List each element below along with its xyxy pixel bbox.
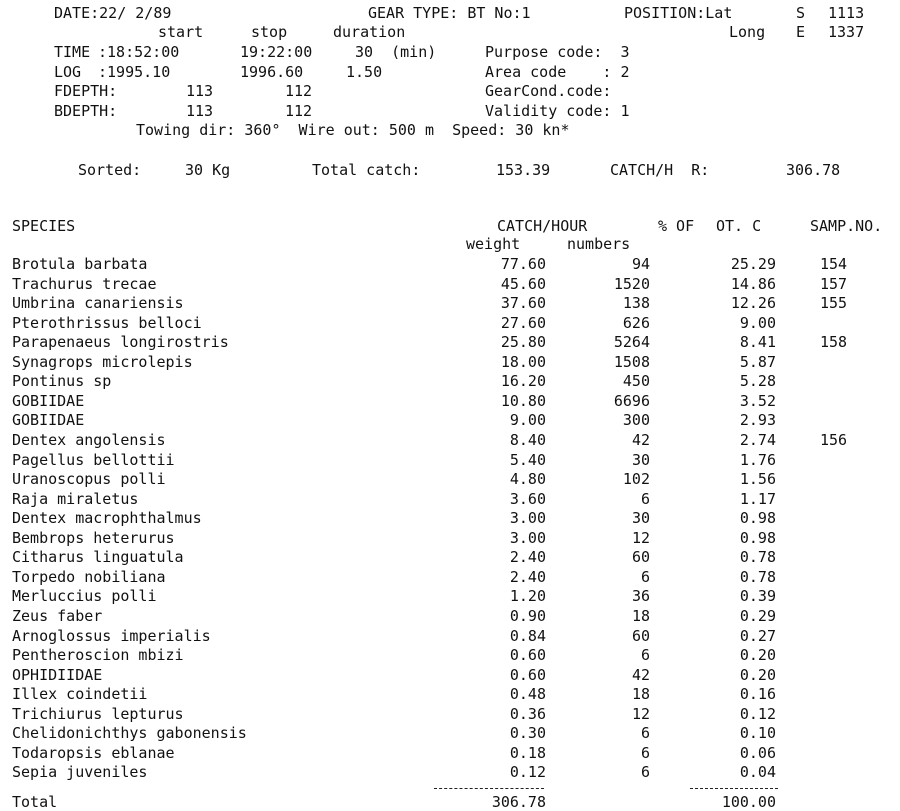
pct-total-catch: 0.20 bbox=[739, 646, 776, 664]
catch-weight: 2.40 bbox=[509, 548, 546, 567]
pct-total-catch: 0.16 bbox=[739, 685, 776, 704]
catch-numbers: 6 bbox=[640, 743, 650, 762]
catch-weight: 1.20 bbox=[509, 587, 546, 606]
total-catch-value: 153.39 bbox=[496, 161, 551, 179]
catch-weight: 0.60 bbox=[509, 646, 546, 664]
pct-total-catch: 0.98 bbox=[739, 509, 776, 528]
pct-total-catch: 8.41 bbox=[739, 333, 776, 352]
species-name: Dentex angolensis bbox=[12, 431, 166, 449]
pct-total-catch: 5.87 bbox=[739, 352, 776, 371]
pct-total-catch: 25.29 bbox=[730, 255, 776, 273]
species-name: Trichiurus lepturus bbox=[12, 704, 184, 723]
pct-total-catch: 0.06 bbox=[739, 743, 776, 762]
sub-numbers: numbers bbox=[567, 235, 631, 253]
pct-sum-rule bbox=[690, 788, 778, 789]
catch-weight: 4.80 bbox=[509, 470, 546, 489]
total-pct: 100.00 bbox=[721, 793, 776, 811]
species-name: Parapenaeus longirostris bbox=[12, 333, 229, 352]
sample-number: 158 bbox=[820, 333, 848, 352]
catch-numbers: 12 bbox=[631, 704, 650, 723]
col-stop: stop bbox=[251, 23, 288, 41]
towing-info: Towing dir: 360° Wire out: 500 m Speed: 30 kn* bbox=[136, 121, 570, 139]
log-label: LOG bbox=[54, 63, 82, 81]
pct-total-catch: 0.29 bbox=[739, 606, 776, 625]
pct-total-catch: 0.98 bbox=[739, 528, 776, 547]
pct-total-catch: 1.17 bbox=[739, 489, 776, 508]
catch-numbers: 60 bbox=[631, 548, 650, 567]
col-start: start bbox=[158, 23, 204, 41]
time-start: :18:52:00 bbox=[98, 43, 180, 61]
species-name: Merluccius polli bbox=[12, 587, 157, 606]
catch-weight: 27.60 bbox=[500, 313, 546, 332]
pct-total-catch: 0.39 bbox=[739, 587, 776, 606]
species-name: Chelidonichthys gabonensis bbox=[12, 724, 247, 743]
time-stop: 19:22:00 bbox=[240, 43, 313, 61]
species-name: Arnoglossus imperialis bbox=[12, 626, 211, 645]
species-name: Pagellus bellottii bbox=[12, 450, 175, 469]
sorted-label: Sorted: bbox=[78, 161, 142, 179]
position-label: POSITION:Lat bbox=[624, 4, 733, 22]
catch-numbers: 60 bbox=[631, 626, 650, 645]
catch-weight: 37.60 bbox=[500, 294, 546, 313]
species-name: Pontinus sp bbox=[12, 372, 112, 391]
catch-weight: 3.60 bbox=[509, 489, 546, 508]
catch-numbers: 626 bbox=[622, 313, 650, 332]
species-name: OPHIDIIDAE bbox=[12, 665, 103, 684]
catch-weight: 45.60 bbox=[500, 274, 546, 293]
pct-total-catch: 0.27 bbox=[739, 626, 776, 645]
sorted-value: 30 Kg bbox=[185, 161, 231, 179]
catch-numbers: 5264 bbox=[613, 333, 650, 352]
bdepth-start: 113 bbox=[186, 102, 214, 120]
log-duration: 1.50 bbox=[346, 63, 383, 81]
sample-number: 156 bbox=[820, 431, 848, 449]
pct-total-catch: 3.52 bbox=[739, 391, 776, 410]
catch-numbers: 18 bbox=[631, 606, 650, 625]
catch-weight: 10.80 bbox=[500, 391, 546, 410]
area-code: Area code : 2 bbox=[485, 63, 630, 81]
species-name: GOBIIDAE bbox=[12, 391, 85, 410]
fdepth-stop: 112 bbox=[285, 82, 313, 100]
species-name: Synagrops microlepis bbox=[12, 352, 193, 371]
catch-weight: 0.90 bbox=[509, 606, 546, 625]
catch-weight: 0.60 bbox=[509, 665, 546, 684]
catch-numbers: 6 bbox=[640, 646, 650, 664]
species-name: Illex coindetii bbox=[12, 685, 148, 704]
long-hemisphere: E bbox=[796, 23, 806, 41]
sample-number: 154 bbox=[820, 255, 848, 273]
species-name: Pterothrissus belloci bbox=[12, 313, 202, 332]
sub-weight: weight bbox=[466, 235, 521, 253]
catch-numbers: 94 bbox=[631, 255, 650, 273]
catch-numbers: 36 bbox=[631, 587, 650, 606]
col-species: SPECIES bbox=[12, 217, 76, 235]
long-label: Long bbox=[729, 23, 766, 41]
lat-hemisphere: S bbox=[796, 4, 806, 22]
pct-total-catch: 0.20 bbox=[739, 665, 776, 684]
catch-numbers: 30 bbox=[631, 450, 650, 469]
catch-numbers: 30 bbox=[631, 509, 650, 528]
catch-weight: 0.18 bbox=[509, 743, 546, 762]
purpose-code: Purpose code: 3 bbox=[485, 43, 630, 61]
date: DATE:22/ 2/89 bbox=[54, 4, 172, 22]
pct-total-catch: 1.56 bbox=[739, 470, 776, 489]
fdepth-label: FDEPTH: bbox=[54, 82, 118, 100]
total-catch-label: Total catch: bbox=[312, 161, 421, 179]
species-name: Brotula barbata bbox=[12, 255, 148, 273]
catch-numbers: 6 bbox=[640, 724, 650, 743]
catch-weight: 0.30 bbox=[509, 724, 546, 743]
catch-weight: 8.40 bbox=[509, 431, 546, 449]
species-name: Dentex macrophthalmus bbox=[12, 509, 202, 528]
catch-numbers: 1508 bbox=[613, 352, 650, 371]
catch-numbers: 6 bbox=[640, 489, 650, 508]
col-duration: duration bbox=[333, 23, 406, 41]
pct-total-catch: 14.86 bbox=[730, 274, 776, 293]
species-name: GOBIIDAE bbox=[12, 411, 85, 430]
catch-weight: 9.00 bbox=[509, 411, 546, 430]
catch-weight: 3.00 bbox=[509, 509, 546, 528]
catch-weight: 18.00 bbox=[500, 352, 546, 371]
bdepth-label: BDEPTH: bbox=[54, 102, 118, 120]
gear-type: GEAR TYPE: BT No:1 bbox=[368, 4, 531, 22]
col-samp-no: SAMP.NO. bbox=[810, 217, 883, 235]
long-value: 1337 bbox=[828, 23, 865, 41]
col-catch-hour: CATCH/HOUR bbox=[497, 217, 588, 235]
catch-weight: 25.80 bbox=[500, 333, 546, 352]
sample-number: 157 bbox=[820, 274, 848, 293]
catch-numbers: 18 bbox=[631, 685, 650, 704]
catch-weight: 2.40 bbox=[509, 567, 546, 586]
fdepth-start: 113 bbox=[186, 82, 214, 100]
species-name: Trachurus trecae bbox=[12, 274, 157, 293]
log-stop: 1996.60 bbox=[240, 63, 304, 81]
catch-weight: 0.12 bbox=[509, 763, 546, 782]
catch-numbers: 12 bbox=[631, 528, 650, 547]
pct-total-catch: 5.28 bbox=[739, 372, 776, 391]
catch-per-hour-label: CATCH/H R: bbox=[610, 161, 710, 179]
weight-sum-rule bbox=[434, 788, 544, 789]
species-name: Zeus faber bbox=[12, 606, 103, 625]
catch-numbers: 300 bbox=[622, 411, 650, 430]
log-start: :1995.10 bbox=[98, 63, 171, 81]
catch-weight: 16.20 bbox=[500, 372, 546, 391]
pct-total-catch: 2.93 bbox=[739, 411, 776, 430]
time-label: TIME bbox=[54, 43, 91, 61]
validity-code: Validity code: 1 bbox=[485, 102, 630, 120]
pct-total-catch: 12.26 bbox=[730, 294, 776, 313]
species-name: Todaropsis eblanae bbox=[12, 743, 175, 762]
catch-weight: 0.84 bbox=[509, 626, 546, 645]
col-pct: % OF bbox=[658, 217, 695, 235]
pct-total-catch: 0.04 bbox=[739, 763, 776, 782]
bdepth-stop: 112 bbox=[285, 102, 313, 120]
catch-numbers: 138 bbox=[622, 294, 650, 313]
species-name: Pentheroscion mbizi bbox=[12, 646, 184, 664]
species-name: Citharus linguatula bbox=[12, 548, 184, 567]
catch-weight: 0.48 bbox=[509, 685, 546, 704]
catch-numbers: 1520 bbox=[613, 274, 650, 293]
pct-total-catch: 9.00 bbox=[739, 313, 776, 332]
pct-total-catch: 0.10 bbox=[739, 724, 776, 743]
pct-total-catch: 0.12 bbox=[739, 704, 776, 723]
catch-weight: 3.00 bbox=[509, 528, 546, 547]
pct-total-catch: 0.78 bbox=[739, 567, 776, 586]
pct-total-catch: 1.76 bbox=[739, 450, 776, 469]
catch-weight: 77.60 bbox=[500, 255, 546, 273]
sample-number: 155 bbox=[820, 294, 848, 313]
catch-per-hour-value: 306.78 bbox=[786, 161, 841, 179]
total-label: Total bbox=[12, 793, 58, 811]
catch-numbers: 6 bbox=[640, 763, 650, 782]
catch-numbers: 450 bbox=[622, 372, 650, 391]
species-name: Raja miraletus bbox=[12, 489, 139, 508]
catch-numbers: 42 bbox=[631, 431, 650, 449]
catch-weight: 5.40 bbox=[509, 450, 546, 469]
col-tot: OT. C bbox=[716, 217, 762, 235]
species-name: Bembrops heterurus bbox=[12, 528, 175, 547]
species-name: Uranoscopus polli bbox=[12, 470, 166, 489]
catch-numbers: 6696 bbox=[613, 391, 650, 410]
total-weight: 306.78 bbox=[491, 793, 546, 811]
pct-total-catch: 2.74 bbox=[739, 431, 776, 449]
pct-total-catch: 0.78 bbox=[739, 548, 776, 567]
catch-numbers: 102 bbox=[622, 470, 650, 489]
species-name: Umbrina canariensis bbox=[12, 294, 184, 313]
catch-numbers: 6 bbox=[640, 567, 650, 586]
species-name: Torpedo nobiliana bbox=[12, 567, 166, 586]
time-duration: 30 (min) bbox=[355, 43, 437, 61]
gearcond-code: GearCond.code: bbox=[485, 82, 612, 100]
catch-numbers: 42 bbox=[631, 665, 650, 684]
lat-value: 1113 bbox=[828, 4, 865, 22]
species-name: Sepia juveniles bbox=[12, 763, 148, 782]
catch-weight: 0.36 bbox=[509, 704, 546, 723]
